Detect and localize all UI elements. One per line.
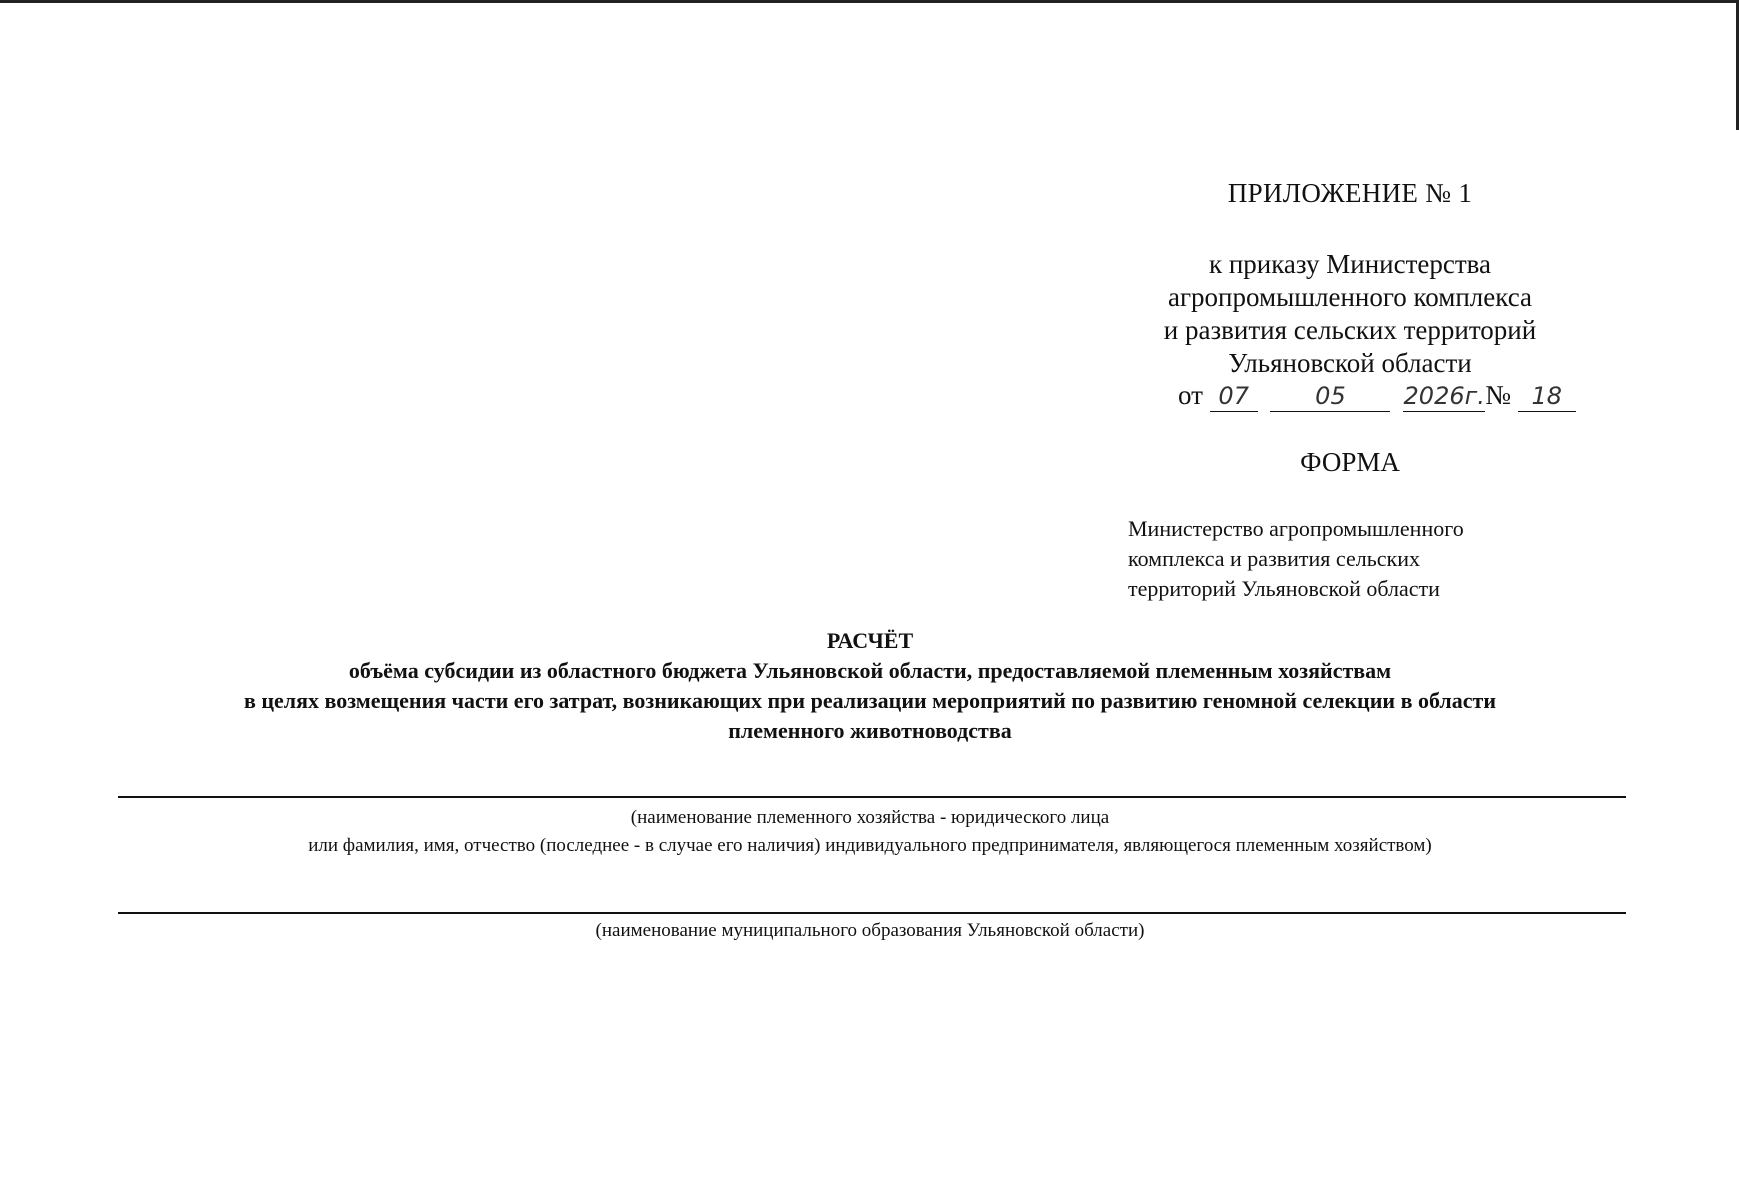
farm-name-caption (100, 804, 1640, 860)
number-prefix: № (1485, 380, 1511, 410)
annex-title: ПРИЛОЖЕНИЕ № 1 (1227, 178, 1473, 208)
order-date-line (1178, 380, 1576, 412)
farm-name-blank-line[interactable] (118, 796, 1626, 798)
order-line: Ульяновской области (1228, 348, 1472, 378)
municipality-caption: (наименование муниципального образования Ульяновской области) (595, 920, 1145, 941)
handwritten-day: 07 (1210, 381, 1258, 412)
form-label: ФОРМА (1300, 447, 1400, 477)
ministry-line: территорий Ульяновской области (1128, 576, 1440, 601)
order-line: агропромышленного комплекса (1168, 282, 1532, 312)
order-line: и развития сельских территорий (1163, 315, 1537, 345)
calculation-subject (100, 656, 1640, 746)
calculation-line: объёма субсидии из областного бюджета Ульяновской области, предоставляемой племенным хозяйствам (348, 658, 1392, 683)
calculation-line: племенного животноводства (728, 718, 1012, 743)
caption-line: (наименование племенного хозяйства - юридического лица (630, 807, 1110, 828)
ministry-line: комплекса и развития сельских (1128, 546, 1420, 571)
handwritten-number: 18 (1518, 381, 1576, 412)
handwritten-month: 05 (1270, 381, 1390, 412)
caption-line: или фамилия, имя, отчество (последнее - в случае его наличия) индивидуального предпринимателя, являющегося племенным хозяйством) (308, 835, 1432, 856)
date-prefix: от (1178, 380, 1203, 410)
order-line: к приказу Министерства (1208, 249, 1492, 279)
ministry-addressee (1128, 514, 1464, 604)
calculation-line: в целях возмещения части его затрат, возникающих при реализации мероприятий по развитию геномной селекции в области (243, 688, 1496, 713)
municipality-blank-line[interactable] (118, 912, 1626, 914)
page-top-edge (0, 0, 1739, 3)
order-reference (1100, 248, 1600, 380)
handwritten-year: 2026г. (1403, 382, 1485, 410)
ministry-line: Министерство агропромышленного (1128, 516, 1464, 541)
calculation-heading: РАСЧЁТ (826, 628, 914, 653)
